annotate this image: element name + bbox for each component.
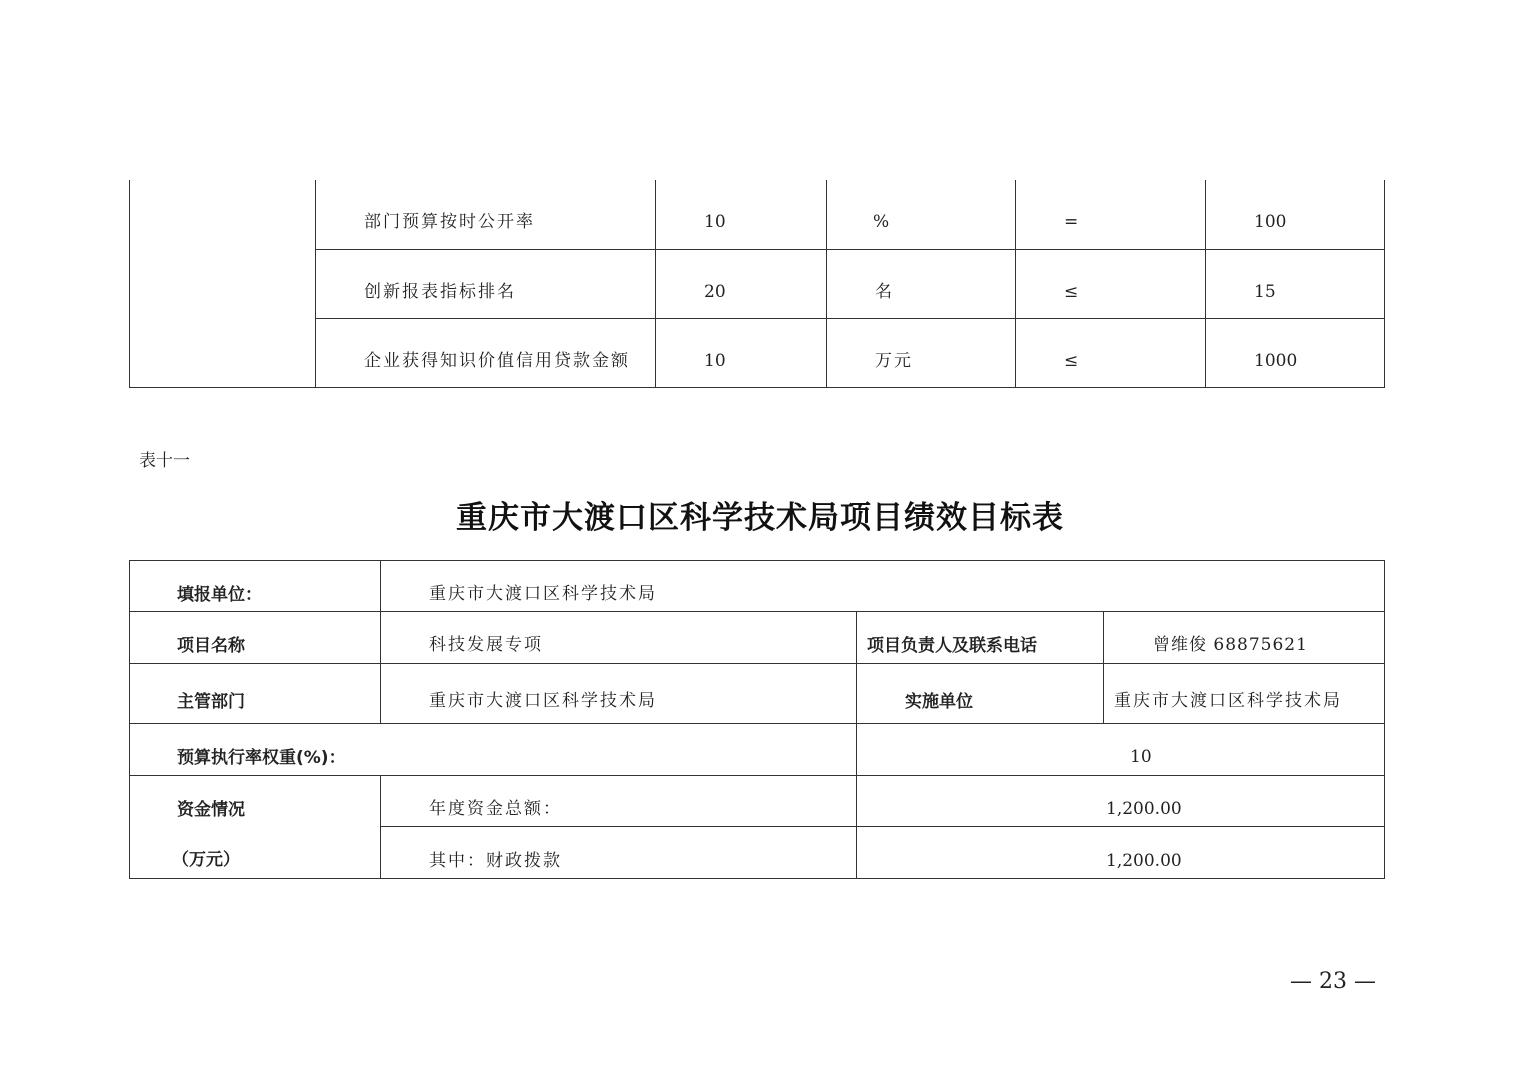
column-divider xyxy=(1205,180,1206,388)
row-divider xyxy=(315,249,1385,250)
operator-cell: ≤ xyxy=(1064,351,1081,371)
target-cell: 15 xyxy=(1254,282,1276,302)
column-divider xyxy=(1384,180,1385,388)
page-title: 重庆市大渡口区科学技术局项目绩效目标表 xyxy=(456,500,1064,536)
project-name-label: 项目名称 xyxy=(177,636,245,656)
table-right-border xyxy=(1384,560,1385,879)
impl-unit-value: 重庆市大渡口区科学技术局 xyxy=(1114,691,1342,711)
row-divider xyxy=(129,775,1385,776)
column-divider xyxy=(655,180,656,388)
impl-unit-label: 实施单位 xyxy=(905,692,973,712)
target-cell: 1000 xyxy=(1254,351,1298,371)
row-divider xyxy=(315,318,1385,319)
fiscal-allocation-label: 其中：财政拨款 xyxy=(429,851,562,871)
dept-label: 主管部门 xyxy=(177,692,245,712)
table-bottom-border xyxy=(129,387,1385,388)
project-name-value: 科技发展专项 xyxy=(429,635,543,655)
unit-cell: % xyxy=(873,212,892,232)
contact-value: 曾维俊 68875621 xyxy=(1153,635,1308,655)
page-number: — 23 — xyxy=(1290,969,1376,994)
operator-cell: = xyxy=(1064,212,1081,232)
column-divider xyxy=(315,180,316,388)
fund-label-line1: 资金情况 xyxy=(177,800,245,820)
annual-total-value: 1,200.00 xyxy=(1106,799,1182,819)
table-number-label: 表十一 xyxy=(139,451,190,471)
column-divider xyxy=(380,560,381,724)
fill-unit-label: 填报单位： xyxy=(177,585,262,605)
contact-label: 项目负责人及联系电话 xyxy=(867,636,1037,656)
annual-total-label: 年度资金总额： xyxy=(429,799,562,819)
column-divider xyxy=(856,611,857,879)
row-divider xyxy=(129,663,1385,664)
table-bottom-border xyxy=(129,878,1385,879)
column-divider xyxy=(1015,180,1016,388)
table-left-border xyxy=(129,560,130,879)
fund-label-line2: （万元） xyxy=(172,850,240,870)
operator-cell: ≤ xyxy=(1064,282,1081,302)
weight-cell: 10 xyxy=(704,212,726,232)
indicator-cell: 企业获得知识价值信用贷款金额 xyxy=(364,351,630,371)
row-divider xyxy=(380,826,1385,827)
table-top-border xyxy=(129,560,1385,561)
column-divider xyxy=(1103,611,1104,724)
unit-cell: 万元 xyxy=(875,351,913,371)
budget-weight-value: 10 xyxy=(1130,747,1152,767)
indicator-cell: 创新报表指标排名 xyxy=(364,282,516,302)
indicator-cell: 部门预算按时公开率 xyxy=(364,212,535,232)
fiscal-allocation-value: 1,200.00 xyxy=(1106,851,1182,871)
column-divider xyxy=(826,180,827,388)
row-divider xyxy=(129,611,1385,612)
column-divider xyxy=(129,180,130,388)
row-divider xyxy=(129,723,1385,724)
target-cell: 100 xyxy=(1254,212,1287,232)
fill-unit-value: 重庆市大渡口区科学技术局 xyxy=(429,584,657,604)
unit-cell: 名 xyxy=(875,282,894,302)
weight-cell: 20 xyxy=(704,282,726,302)
budget-weight-label: 预算执行率权重(%)： xyxy=(177,748,346,768)
dept-value: 重庆市大渡口区科学技术局 xyxy=(429,691,657,711)
column-divider xyxy=(380,775,381,879)
weight-cell: 10 xyxy=(704,351,726,371)
